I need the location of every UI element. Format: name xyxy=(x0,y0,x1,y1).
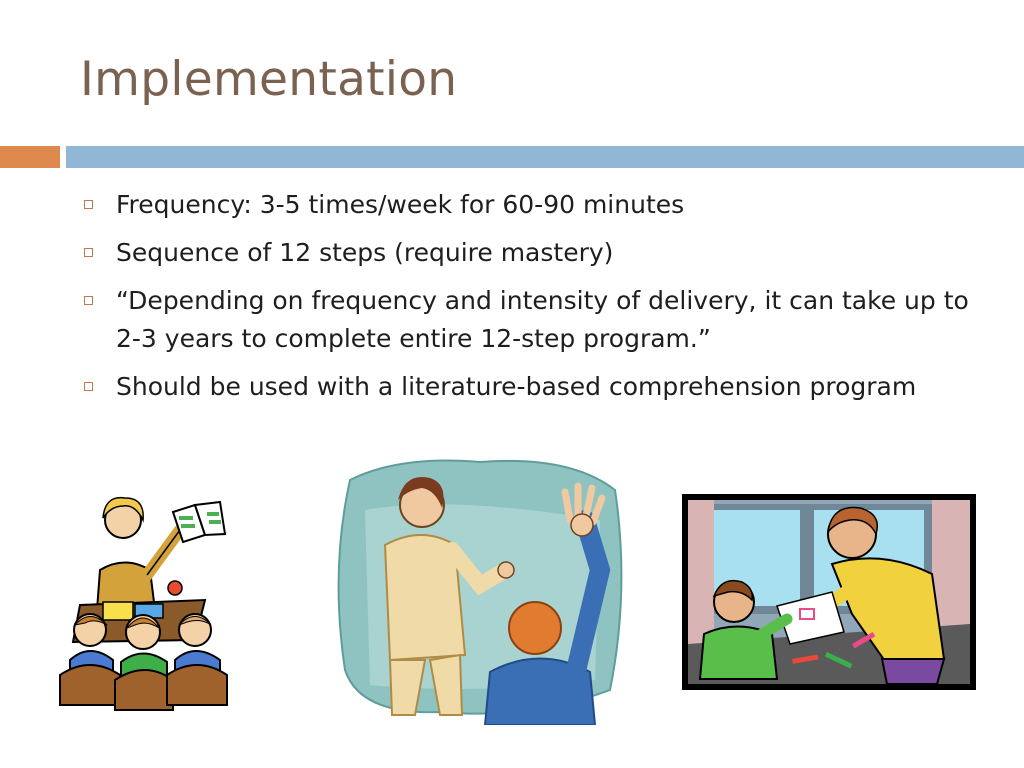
bullet-marker-icon xyxy=(84,248,93,257)
bullet-marker-icon xyxy=(84,200,93,209)
bullet-marker-icon xyxy=(84,296,93,305)
bullet-item xyxy=(80,234,980,272)
bullet-text: Should be used with a literature-based comprehension program xyxy=(116,372,917,401)
bullet-item xyxy=(80,368,980,406)
bullet-text: Sequence of 12 steps (require mastery) xyxy=(116,238,614,267)
bullet-list xyxy=(80,186,980,416)
teacher-chalkboard-clipart xyxy=(330,450,630,725)
bullet-marker-icon xyxy=(84,382,93,391)
bullet-text: Frequency: 3-5 times/week for 60-90 minutes xyxy=(116,190,685,219)
bullet-item xyxy=(80,282,980,358)
bullet-item xyxy=(80,186,980,224)
accent-bar-blue xyxy=(66,146,1024,168)
teacher-helping-child-clipart xyxy=(682,494,976,690)
slide-title: Implementation xyxy=(80,52,458,107)
accent-bar-orange xyxy=(0,146,60,168)
teacher-reading-clipart xyxy=(55,490,245,715)
bullet-text: “Depending on frequency and intensity of delivery, it can take up to 2-3 years to complete entire 12-step program.” xyxy=(116,286,969,353)
